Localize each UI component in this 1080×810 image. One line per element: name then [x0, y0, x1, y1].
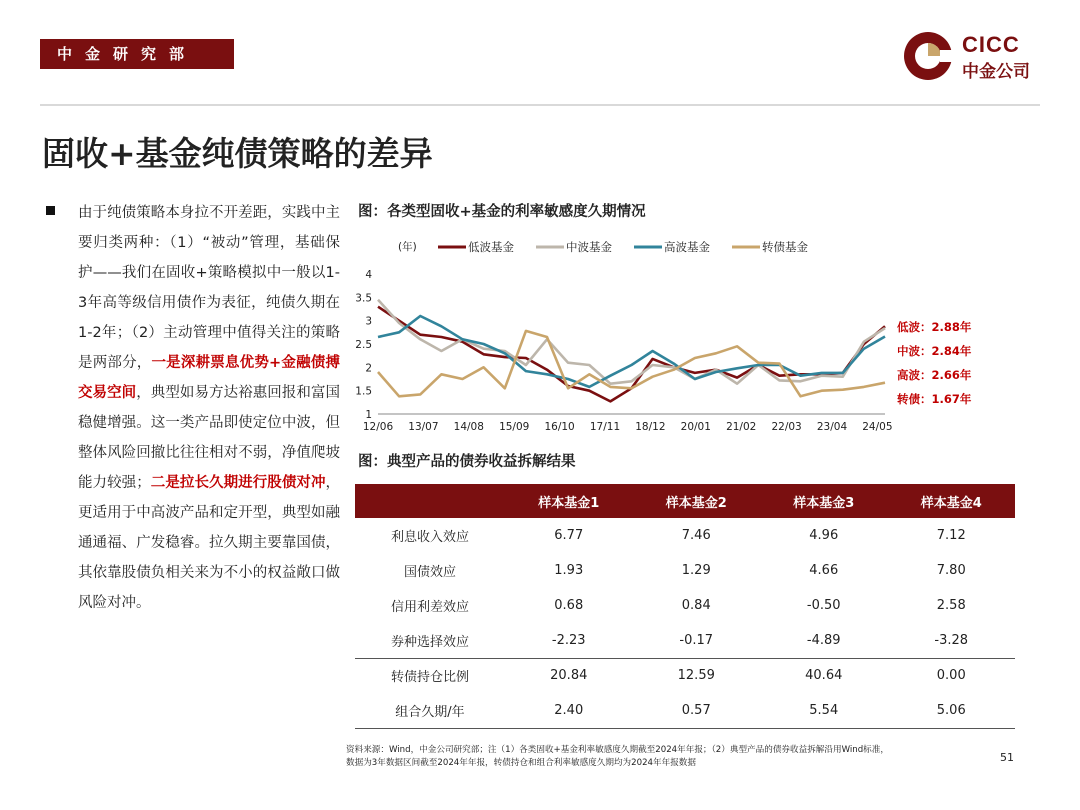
table-cell: 4.96 — [809, 528, 839, 543]
table-cell: 0.00 — [888, 658, 1016, 693]
x-tick-label: 18/12 — [635, 421, 666, 433]
row-label: 信用利差效应 — [390, 600, 469, 615]
series-line — [378, 300, 885, 384]
legend-label: 转债基金 — [762, 240, 808, 254]
cicc-logo — [902, 30, 1042, 82]
table-cell: 7.12 — [936, 528, 966, 543]
table-header-cell: 样本基金3 — [760, 484, 888, 518]
x-tick-label: 21/02 — [726, 421, 757, 433]
table-cell: -3.28 — [934, 632, 969, 648]
table-cell: 2.58 — [936, 598, 966, 613]
row-label: 转债持仓比例 — [355, 658, 505, 693]
table-cell: -4.89 — [806, 632, 841, 648]
legend-label: 中波基金 — [566, 240, 612, 254]
table-cell: -2.23 — [551, 632, 586, 648]
table-cell: 2.40 — [505, 693, 633, 728]
source-footnote — [346, 744, 1006, 770]
row-label: 国债效应 — [403, 565, 456, 580]
table-cell: 7.80 — [936, 563, 966, 578]
y-tick-label: 2 — [365, 362, 372, 375]
table-header-blank — [355, 484, 505, 518]
table-cell: 5.06 — [888, 693, 1016, 728]
duration-line-chart — [355, 230, 895, 440]
bullet-highlight-1: 一是深耕票息优势+金融债搏交易空间 — [78, 355, 340, 401]
y-unit-label: (年) — [398, 241, 417, 253]
x-tick-label: 15/09 — [499, 421, 530, 433]
legend-label: 低波基金 — [468, 240, 514, 254]
table-header-cell: 样本基金1 — [505, 484, 633, 518]
bullet-text-part2: ，典型如易方达裕惠回报和富国稳健增强。这一类产品即使定位中波，但整体风险回撤比往往相对不弱，净值爬坡能力较强； — [78, 385, 341, 491]
table-row — [355, 693, 1015, 728]
x-tick-label: 13/07 — [408, 421, 439, 433]
table-cell: 7.46 — [681, 528, 711, 543]
table-title: 图：典型产品的债券收益拆解结果 — [358, 454, 576, 470]
table-cell: 12.59 — [633, 658, 761, 693]
x-tick-label: 20/01 — [680, 421, 711, 433]
table-row — [355, 623, 1015, 658]
table-cell: 4.66 — [809, 563, 839, 578]
chart-title: 图：各类型固收+基金的利率敏感度久期情况 — [358, 204, 646, 220]
footnote-line-2: 数据为3年数据区间截至2024年年报，转债持仓和组合利率敏感度久期均为2024年年报数据 — [346, 758, 696, 768]
table-cell: 1.29 — [681, 563, 711, 578]
end-label-convertible: 转债：1.67年 — [897, 392, 972, 406]
table-cell: 40.64 — [760, 658, 888, 693]
x-tick-label: 23/04 — [816, 421, 848, 433]
y-tick-label: 1.5 — [355, 385, 372, 398]
table-cell: 0.84 — [681, 598, 711, 613]
x-tick-label: 17/11 — [589, 421, 621, 433]
y-tick-label: 1 — [365, 409, 372, 421]
table-cell: 6.77 — [554, 528, 584, 543]
legend-label: 高波基金 — [664, 240, 710, 254]
department-tag: 中金研究部 — [40, 39, 234, 69]
x-tick-label: 22/03 — [771, 421, 802, 433]
row-label: 组合久期/年 — [355, 693, 505, 728]
bullet-highlight-2: 二是拉长久期进行股债对冲 — [150, 475, 326, 491]
table-row — [355, 658, 1015, 693]
end-label-high-vol: 高波：2.66年 — [897, 368, 972, 382]
table-cell: 0.68 — [554, 598, 584, 613]
end-label-mid-vol: 中波：2.84年 — [897, 344, 972, 358]
table-header-cell: 样本基金2 — [633, 484, 761, 518]
y-tick-label: 4 — [365, 269, 372, 281]
page-number: 51 — [1000, 751, 1014, 764]
x-tick-label: 16/10 — [544, 421, 575, 433]
table-cell: -0.50 — [806, 598, 841, 613]
table-row — [355, 553, 1015, 588]
bullet-square-icon — [46, 206, 55, 215]
table-row — [355, 518, 1015, 553]
logo-text-cn: 中金公司 — [962, 62, 1030, 82]
x-tick-label: 24/05 — [862, 421, 893, 433]
table-cell: 5.54 — [760, 693, 888, 728]
footnote-line-1: 资料来源：Wind，中金公司研究部；注（1）各类固收+基金利率敏感度久期截至2024年年报；（2）典型产品的债券收益拆解沿用Wind标准， — [346, 745, 889, 755]
bond-return-table — [355, 484, 1015, 729]
table-row — [355, 588, 1015, 623]
bullet-text — [78, 198, 340, 618]
y-tick-label: 3 — [365, 315, 372, 328]
row-label: 券种选择效应 — [390, 634, 469, 650]
page-title: 固收+基金纯债策略的差异 — [42, 134, 433, 173]
row-label: 利息收入效应 — [390, 530, 469, 545]
table-header-row — [355, 484, 1015, 518]
table-cell: -0.17 — [679, 632, 714, 648]
table-cell: 1.93 — [554, 563, 584, 578]
end-label-low-vol: 低波：2.88年 — [897, 320, 972, 334]
bullet-text-part1: 由于纯债策略本身拉不开差距，实践中主要归类两种：（1）“被动”管理，基础保护——我们在固收+策略模拟中一般以1-3年高等级信用债作为表征，纯债久期在1-2年；（2）主动管理中值得关注的策略是两部分， — [78, 205, 340, 371]
header-divider — [40, 104, 1040, 106]
y-tick-label: 3.5 — [355, 292, 372, 305]
x-tick-label: 14/08 — [453, 421, 484, 433]
table-header-cell: 样本基金4 — [888, 484, 1016, 518]
x-tick-label: 12/06 — [362, 421, 394, 433]
table-cell: 0.57 — [633, 693, 761, 728]
table-cell: 20.84 — [505, 658, 633, 693]
y-tick-label: 2.5 — [355, 339, 372, 351]
logo-text-en: CICC — [962, 32, 1020, 57]
cicc-logo-icon — [902, 30, 954, 82]
bullet-text-part3: ，更适用于中高波产品和定开型，典型如融通通福、广发稳睿。拉久期主要靠国债，其依靠股债负相关来为不小的权益敞口做风险对冲。 — [78, 475, 341, 611]
